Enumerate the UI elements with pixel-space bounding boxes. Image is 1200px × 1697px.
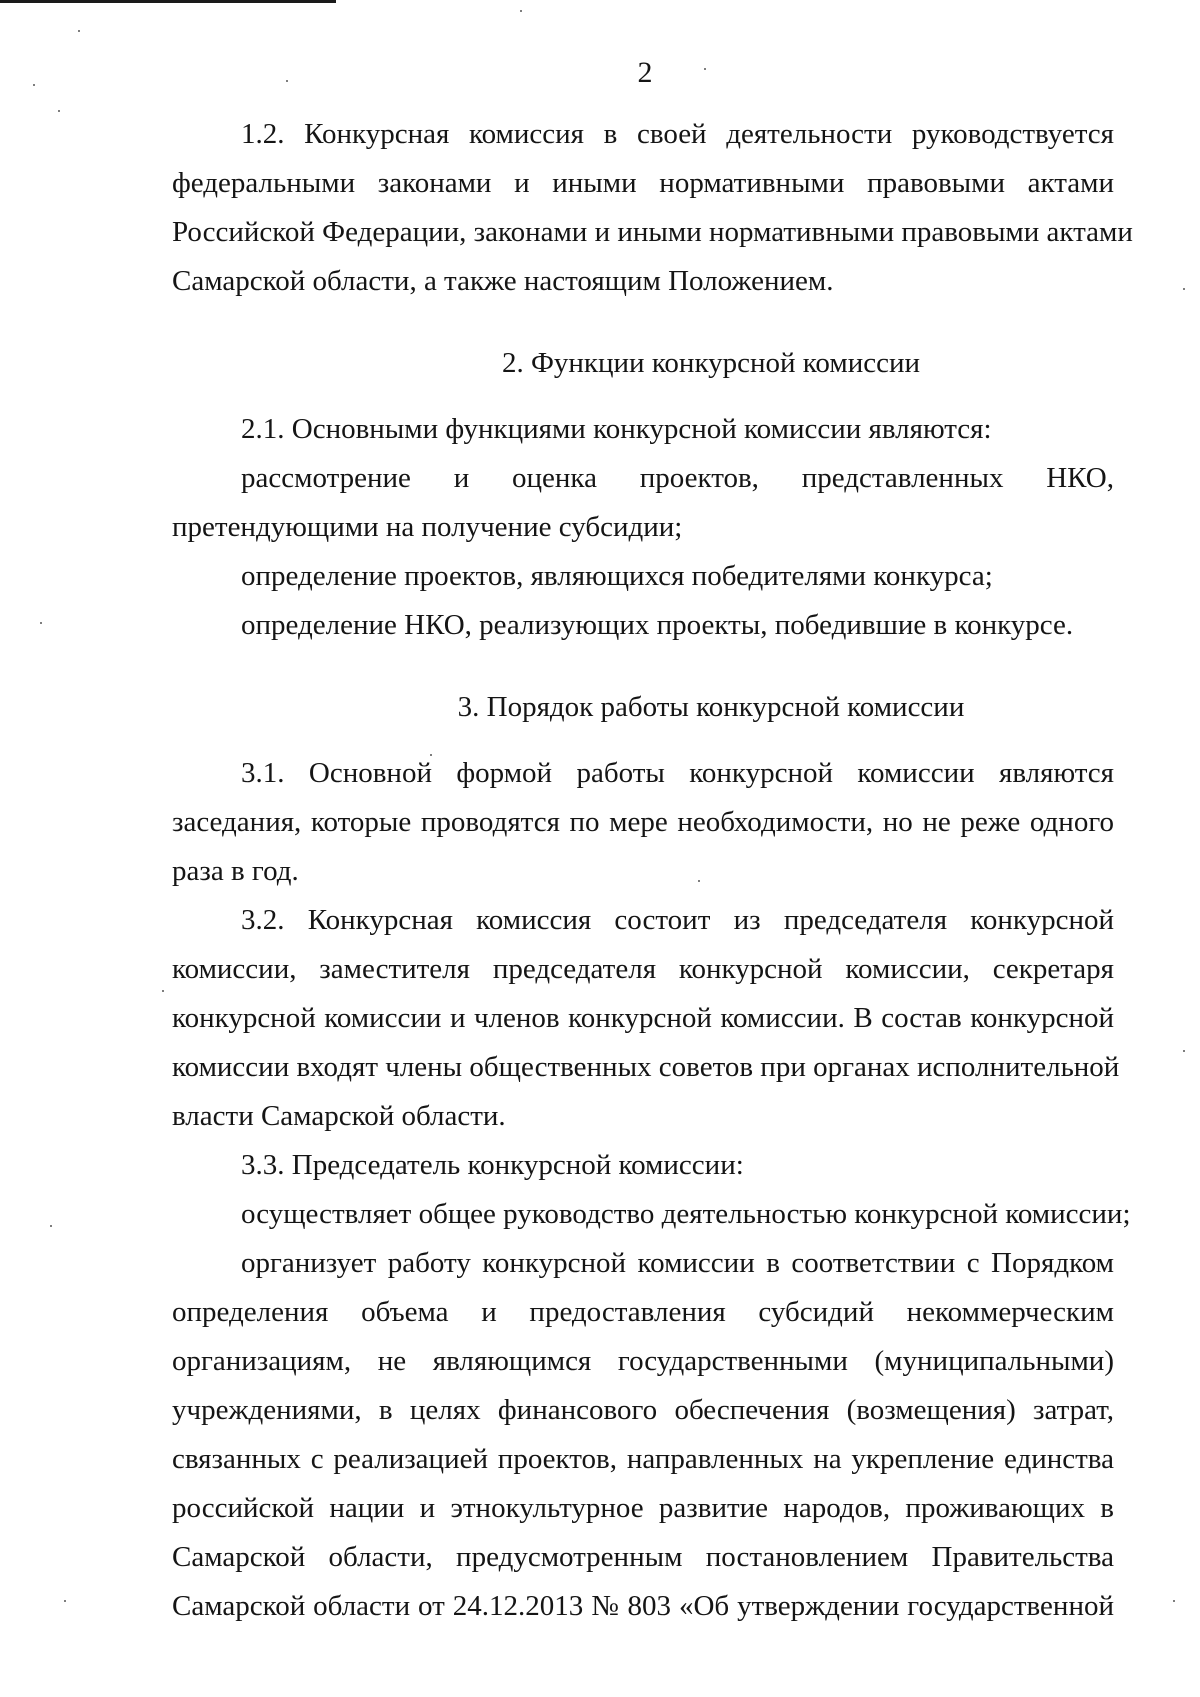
scan-speck bbox=[1173, 1600, 1175, 1602]
paragraph-3-1-line-3: раза в год. bbox=[172, 855, 299, 887]
scan-speck bbox=[50, 1225, 52, 1227]
section-3-heading: 3. Порядок работы конкурсной комиссии bbox=[457, 691, 965, 723]
paragraph-3-3-line-10: Самарской области от 24.12.2013 № 803 «Об утверждении государственной bbox=[172, 1590, 1114, 1622]
paragraph-1-2-line-4: Самарской области, а также настоящим Положением. bbox=[172, 265, 834, 297]
paragraph-2-1-line-1: 2.1. Основными функциями конкурсной комиссии являются: bbox=[241, 413, 992, 445]
scan-speck bbox=[430, 754, 432, 756]
paragraph-3-3-line-2: осуществляет общее руководство деятельностью конкурсной комиссии; bbox=[241, 1198, 1131, 1230]
paragraph-3-3-line-1: 3.3. Председатель конкурсной комиссии: bbox=[241, 1149, 744, 1181]
paragraph-3-2-line-4: комиссии входят члены общественных советов при органах исполнительной bbox=[172, 1051, 1120, 1083]
scan-speck bbox=[64, 1600, 66, 1602]
section-2-heading: 2. Функции конкурсной комиссии bbox=[501, 347, 921, 379]
paragraph-2-1-line-3: претендующими на получение субсидии; bbox=[172, 511, 683, 543]
paragraph-3-3-line-8: российской нации и этнокультурное развитие народов, проживающих в bbox=[172, 1492, 1114, 1524]
paragraph-2-1-line-5: определение НКО, реализующих проекты, победившие в конкурсе. bbox=[241, 609, 1074, 641]
paragraph-3-2-line-5: власти Самарской области. bbox=[172, 1100, 506, 1132]
scan-speck bbox=[162, 990, 164, 992]
paragraph-2-1-line-4: определение проектов, являющихся победителями конкурса; bbox=[241, 560, 993, 592]
paragraph-3-2-line-2: комиссии, заместителя председателя конкурсной комиссии, секретаря bbox=[172, 953, 1114, 985]
scan-speck bbox=[33, 84, 35, 86]
paragraph-1-2-line-3: Российской Федерации, законами и иными нормативными правовыми актами bbox=[172, 216, 1133, 248]
scan-edge-line bbox=[0, 0, 336, 3]
paragraph-3-1-line-2: заседания, которые проводятся по мере необходимости, но не реже одного bbox=[172, 806, 1114, 838]
scan-speck bbox=[286, 80, 288, 82]
scan-speck bbox=[78, 30, 80, 32]
scan-speck bbox=[40, 622, 42, 624]
paragraph-3-3-line-5: организациям, не являющимся государственными (муниципальными) bbox=[172, 1345, 1114, 1377]
paragraph-1-2-line-2: федеральными законами и иными нормативными правовыми актами bbox=[172, 167, 1114, 199]
scan-speck bbox=[698, 880, 700, 882]
paragraph-3-3-line-3: организует работу конкурсной комиссии в соответствии с Порядком bbox=[241, 1247, 1114, 1279]
paragraph-3-1-line-1: 3.1. Основной формой работы конкурсной комиссии являются bbox=[241, 757, 1114, 789]
paragraph-2-1-line-2: рассмотрение и оценка проектов, представленных НКО, bbox=[241, 462, 1114, 494]
paragraph-3-2-line-1: 3.2. Конкурсная комиссия состоит из председателя конкурсной bbox=[241, 904, 1114, 936]
scan-speck bbox=[1183, 288, 1185, 290]
scan-speck bbox=[520, 10, 522, 12]
scan-speck bbox=[58, 110, 60, 112]
paragraph-3-3-line-6: учреждениями, в целях финансового обеспечения (возмещения) затрат, bbox=[172, 1394, 1114, 1426]
scan-speck bbox=[1183, 1050, 1185, 1052]
paragraph-3-3-line-9: Самарской области, предусмотренным постановлением Правительства bbox=[172, 1541, 1114, 1573]
paragraph-3-3-line-4: определения объема и предоставления субсидий некоммерческим bbox=[172, 1296, 1114, 1328]
scan-speck bbox=[704, 68, 706, 70]
paragraph-1-2-line-1: 1.2. Конкурсная комиссия в своей деятельности руководствуется bbox=[241, 118, 1114, 150]
paragraph-3-2-line-3: конкурсной комиссии и членов конкурсной комиссии. В состав конкурсной bbox=[172, 1002, 1114, 1034]
page-number: 2 bbox=[637, 56, 653, 89]
paragraph-3-3-line-7: связанных с реализацией проектов, направленных на укрепление единства bbox=[172, 1443, 1114, 1475]
